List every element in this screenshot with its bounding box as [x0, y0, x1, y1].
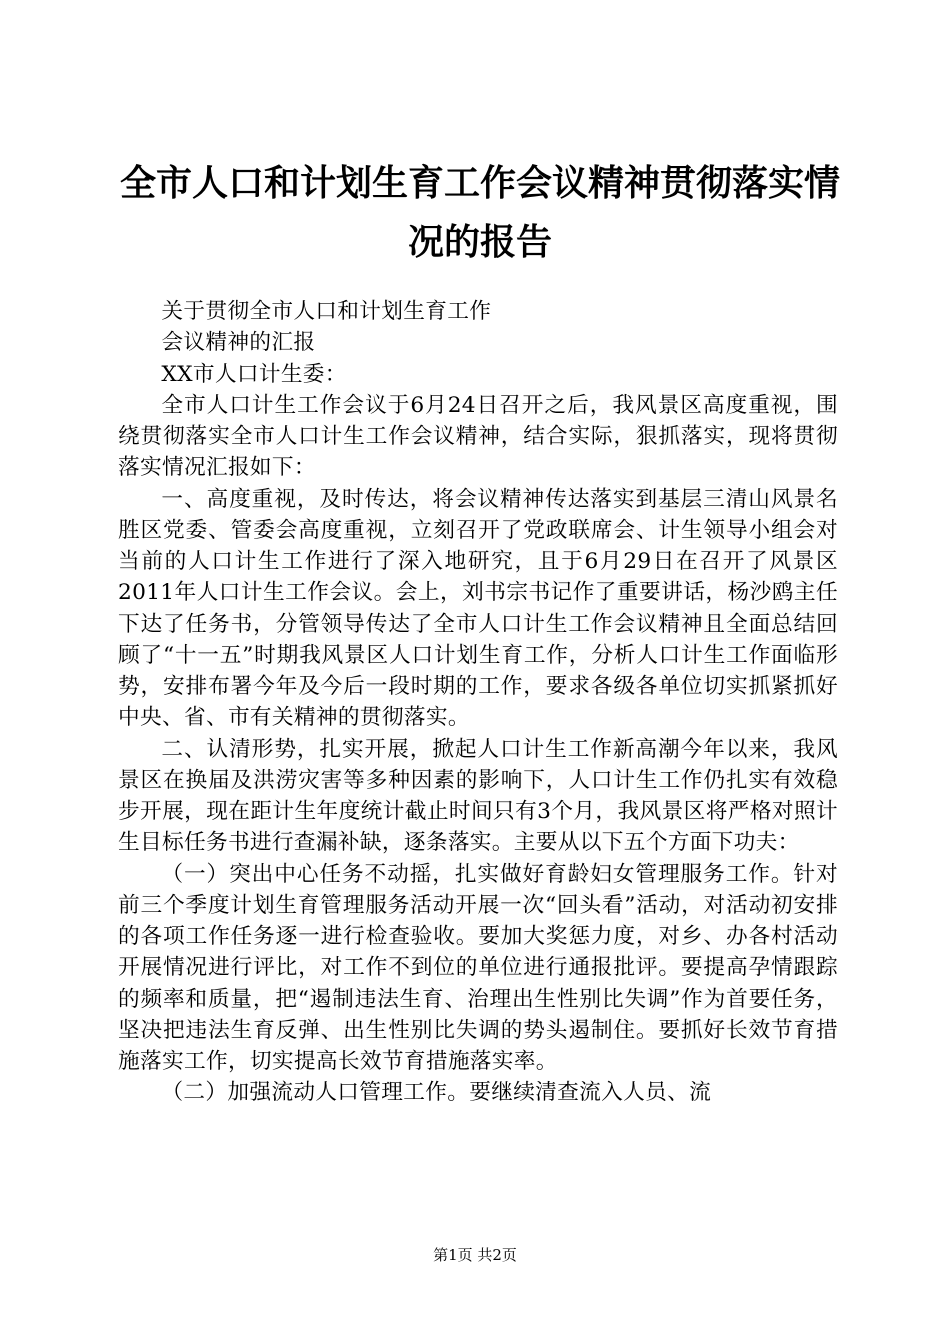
- paragraph: 二、认清形势，扎实开展，掀起人口计生工作新高潮今年以来，我风景区在换届及洪涝灾害等多种因素的影响下，人口计生工作仍扎实有效稳步开展，现在距计生年度统计截止时间只有3个月，我风景区将严格对照计生目标任务书进行查漏补缺，逐条落实。主要从以下五个方面下功夫：: [118, 736, 838, 856]
- paragraph: 一、高度重视，及时传达，将会议精神传达落实到基层三清山风景名胜区党委、管委会高度重视，立刻召开了党政联席会、计生领导小组会对当前的人口计生工作进行了深入地研究，且于6月29日在召开了风景区2011年人口计生工作会议。会上，刘书宗书记作了重要讲话，杨沙鸥主任下达了任务书，分管领导传达了全市人口计生工作会议精神且全面总结回顾了“十一五”时期我风景区人口计划生育工作，分析人口计生工作面临形势，安排布署今年及今后一段时期的工作，要求各级各单位切实抓紧抓好中央、省、市有关精神的贯彻落实。: [118, 486, 838, 731]
- recipient-line: XX市人口计生委：: [161, 361, 347, 387]
- paragraph: （一）突出中心任务不动摇，扎实做好育龄妇女管理服务工作。针对前三个季度计划生育管理服务活动开展一次“回头看”活动，对活动初安排的各项工作任务逐一进行检查验收。要加大奖惩力度，对乡、办各村活动开展情况进行评比，对工作不到位的单位进行通报批评。要提高孕情跟踪的频率和质量，把“遏制违法生育、治理出生性别比失调”作为首要任务，坚决把违法生育反弹、出生性别比失调的势头遏制住。要抓好长效节育措施落实工作，切实提高长效节育措施落实率。: [118, 861, 838, 1074]
- subtitle-line-2: 会议精神的汇报: [161, 330, 316, 356]
- document-title-line-2: 况的报告: [407, 221, 552, 263]
- paragraph: （二）加强流动人口管理工作。要继续清查流入人员、流: [161, 1080, 712, 1106]
- subtitle-line-1: 关于贯彻全市人口和计划生育工作: [161, 299, 492, 324]
- page-footer: 第1页 共2页: [433, 1246, 517, 1264]
- document-title-line-1: 全市人口和计划生育工作会议精神贯彻落实情: [119, 162, 840, 204]
- paragraph: 全市人口计生工作会议于6月24日召开之后，我风景区高度重视，围绕贯彻落实全市人口计生工作会议精神，结合实际，狠抓落实，现将贯彻落实情况汇报如下：: [118, 392, 838, 481]
- document-body: [118, 296, 838, 1109]
